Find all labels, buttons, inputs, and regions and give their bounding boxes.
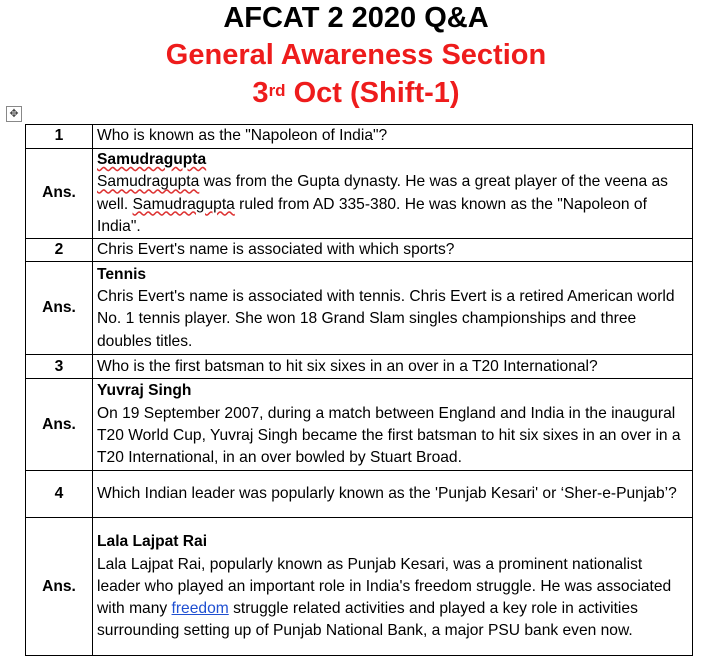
document-header — [0, 0, 712, 111]
answer-text-part: ruled from AD 335-380. He was known as the "Napoleon of India". — [97, 195, 647, 235]
answer-cell — [93, 262, 693, 355]
question-row — [26, 239, 693, 262]
answer-text-part: struggle related activities and played a key role in activities surrounding setting up of Punjab National Bank, a major PSU bank even now. — [97, 600, 638, 640]
answer-text — [97, 556, 671, 640]
question-number: 3 — [26, 355, 93, 379]
question-number: 1 — [26, 125, 93, 149]
answer-title: Tennis — [97, 265, 147, 283]
answer-row — [26, 262, 693, 355]
answer-text — [97, 173, 668, 235]
date-day: 3 — [252, 77, 269, 109]
answer-row — [26, 379, 693, 471]
answer-text: On 19 September 2007, during a match between England and India in the inaugural T20 World Cup, Yuvraj Singh became the first batsman to hit six sixes in an over in a T20 International, in an over bowled by Stuart Broad. — [97, 404, 681, 467]
answer-text: Chris Evert's name is associated with tennis. Chris Evert is a retired American world No. 1 tennis player. She won 18 Grand Slam singles championships and three doubles titles. — [97, 288, 675, 350]
answer-text-part: was from the Gupta dynasty. He was a great player of the veena as well. — [97, 173, 668, 213]
question-number: 4 — [26, 471, 93, 518]
freedom-link[interactable]: freedom — [171, 600, 229, 618]
date-rest: Oct (Shift-1) — [285, 77, 460, 109]
answer-cell — [93, 379, 693, 471]
answer-title: Yuvraj Singh — [97, 382, 192, 400]
answer-row — [26, 149, 693, 239]
question-text: Chris Evert's name is associated with which sports? — [93, 239, 693, 262]
answer-cell — [93, 518, 693, 656]
table-move-handle-icon[interactable]: ✥ — [6, 106, 22, 122]
answer-title: Samudragupta — [97, 151, 207, 168]
answer-cell — [93, 149, 693, 239]
document-title: AFCAT 2 2020 Q&A — [223, 2, 489, 34]
question-row — [26, 471, 693, 518]
spellcheck-word: Samudragupta — [132, 195, 235, 213]
question-row — [26, 355, 693, 379]
shift-date-title — [0, 75, 712, 111]
question-row — [26, 125, 693, 149]
spellcheck-word: Samudragupta — [97, 173, 200, 191]
answer-text-part: Lala Lajpat Rai, popularly known as Punjab Kesari, was a prominent nationalist leader who played an important role in India's freedom struggle. He was associated with many — [97, 555, 672, 618]
date-suffix: rd — [268, 81, 286, 100]
question-text: Who is the first batsman to hit six sixes in an over in a T20 International? — [93, 355, 693, 379]
qa-table — [25, 124, 693, 656]
answer-label: Ans. — [26, 262, 93, 355]
question-number: 2 — [26, 239, 93, 262]
answer-label: Ans. — [26, 379, 93, 471]
answer-label: Ans. — [26, 149, 93, 239]
question-text: Which Indian leader was popularly known as the 'Punjab Kesari' or ‘Sher-e-Punjab’? — [93, 471, 693, 518]
answer-label: Ans. — [26, 518, 93, 656]
answer-row — [26, 518, 693, 656]
question-text: Who is known as the "Napoleon of India"? — [93, 125, 693, 149]
answer-title: Lala Lajpat Rai — [97, 533, 208, 551]
section-title: General Awareness Section — [165, 39, 547, 71]
